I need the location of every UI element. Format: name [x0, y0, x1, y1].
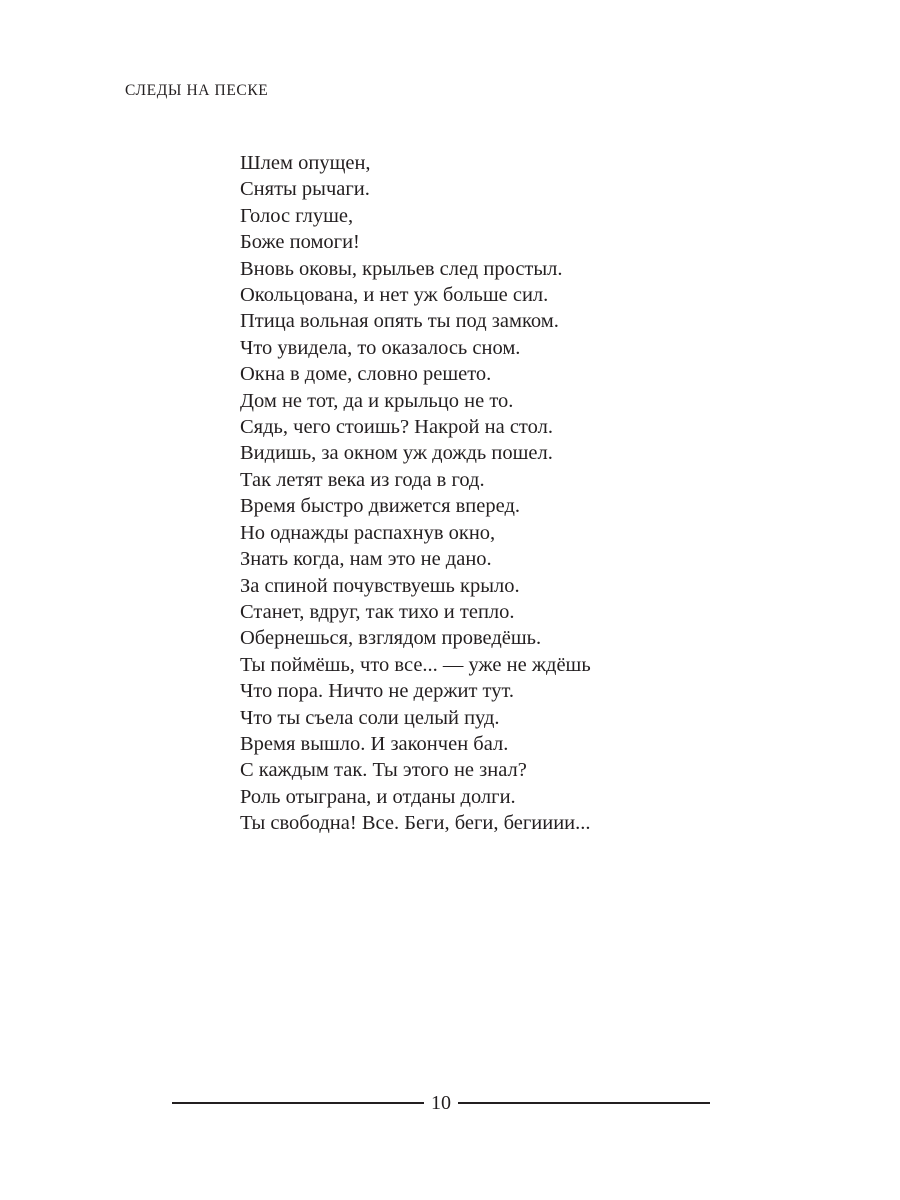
- poem-line: Боже помоги!: [240, 231, 360, 254]
- poem-line: Вновь оковы, крыльев след простыл.: [240, 257, 563, 280]
- poem-line: Роль отыграна, и отданы долги.: [240, 785, 516, 808]
- poem-line: Ты поймёшь, что все... — уже не ждёшь: [240, 653, 591, 676]
- poem-line: Что пора. Ничто не держит тут.: [240, 680, 515, 703]
- page-footer: [172, 1088, 710, 1118]
- poem-line: Обернешься, взглядом проведёшь.: [240, 627, 542, 650]
- poem-line: Станет, вдруг, так тихо и тепло.: [240, 600, 515, 623]
- poem-line: С каждым так. Ты этого не знал?: [240, 759, 527, 782]
- poem-line: Но однажды распахнув окно,: [240, 521, 496, 544]
- poem-line: Окольцована, и нет уж больше сил.: [240, 284, 549, 307]
- running-head: СЛЕДЫ НА ПЕСКЕ: [125, 82, 269, 99]
- poem-line: Дом не тот, да и крыльцо не то.: [240, 389, 514, 412]
- poem-line: Что ты съела соли целый пуд.: [240, 706, 500, 729]
- poem-line: Сядь, чего стоишь? Накрой на стол.: [240, 416, 553, 439]
- poem-line: Шлем опущен,: [240, 152, 371, 174]
- poem-line: Время вышло. И закончен бал.: [240, 732, 509, 755]
- poem-line: Видишь, за окном уж дождь пошел.: [240, 442, 553, 465]
- poem-line: Голос глуше,: [240, 204, 354, 227]
- poem-line: Окна в доме, словно решето.: [240, 363, 492, 386]
- poem-line: Ты свободна! Все. Беги, беги, бегииии...: [240, 812, 591, 835]
- footer-rule-left: [172, 1102, 424, 1104]
- page-number: 10: [431, 1092, 451, 1114]
- poem: [240, 150, 760, 837]
- poem-line: Знать когда, нам это не дано.: [240, 548, 492, 571]
- poem-line: Время быстро движется вперед.: [240, 495, 521, 518]
- poem-line: Птица вольная опять ты под замком.: [240, 310, 559, 333]
- poem-line: Сняты рычаги.: [240, 178, 370, 201]
- poem-line: За спиной почувствуешь крыло.: [240, 574, 520, 597]
- footer-rule-right: [458, 1102, 710, 1104]
- poem-line: Что увидела, то оказалось сном.: [240, 336, 521, 359]
- poem-line: Так летят века из года в год.: [240, 468, 485, 491]
